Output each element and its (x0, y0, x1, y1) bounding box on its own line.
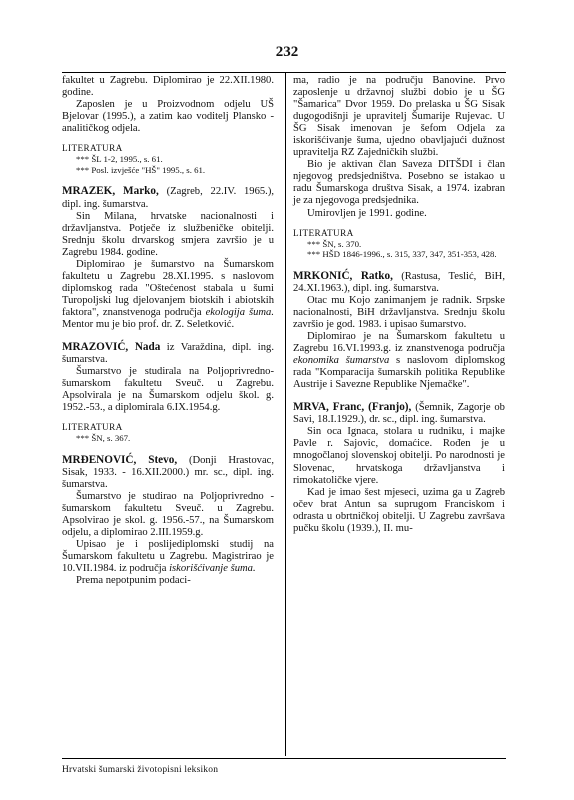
entry-paragraph: Sin oca Ignaca, stolara u rudniku, i majke Pavle r. Sajovic, domaćice. Rođen je u mnogočlanoj slovenskoj obitelji. Po narodnosti je Slovenac, hrvatskoga državljanstva i rimokatoličke vjere. (293, 426, 505, 486)
literature-item: *** ŠL 1-2, 1995., s. 61. (76, 154, 163, 165)
entry-paragraph: Šumarstvo je studirao na Poljoprivredno - šumarskom fakultetu Sveuč. u Zagrebu. Apsolvirao je skol. g. 1956.-57., na Šumarskom odjelu, a diplomirao 2.III.1959.g. (62, 491, 274, 539)
entry-name: MRĐENOVIĆ, Stevo, (62, 453, 178, 466)
entry-paragraph: Kad je imao šest mjeseci, uzima ga u Zagreb očev brat Antun sa suprugom Franciskom i odrasta u obrtničkoj obitelji. U Zagrebu završava pučku školu (1939.), II. mu- (293, 486, 505, 534)
intro-paragraph-2: Zaposlen je u Proizvodnom odjelu UŠ Bjelovar (1995.), a zatim kao voditelj Plansko - analitičkog odjela. (62, 99, 274, 135)
entry-paragraph (62, 259, 274, 331)
literature-heading: LITERATURA (62, 143, 123, 154)
literature-item: *** ŠN, s. 370. (307, 238, 362, 249)
left-column (62, 75, 274, 587)
literature-item: *** ŠN, s. 367. (76, 433, 131, 444)
entry-name: MRAZEK, Marko, (62, 185, 159, 198)
literature-item: *** Posl. izvješće "HŠ" 1995., s. 61. (76, 164, 206, 175)
entry-heading-mrazek (62, 185, 274, 210)
entry-name: MRVA, Franc, (Franjo), (293, 401, 412, 414)
intro-paragraph-1: fakultet u Zagrebu. Diplomirao je 22.XII.1980. godine. (62, 75, 274, 99)
entry-head-rest: (Donji Hrastovac, Sisak, 1933. - 16.XII.2000.) mr. sc., dipl. ing. šumarstva. (62, 454, 274, 491)
entry-heading-mrkonic (293, 270, 505, 295)
entry-name: MRKONIĆ, Ratko, (293, 269, 393, 282)
entry-heading-mrazovic (62, 341, 274, 366)
continued-paragraph: Umirovljen je 1991. godine. (307, 207, 427, 219)
right-column (293, 75, 505, 535)
paragraph-text: Diplomirao je na Šumarskom fakultetu u Zagrebu 16.VI.1993.g. iz znanstvenoga područja (293, 331, 505, 355)
entry-paragraph: Šumarstvo je studirala na Poljoprivredno-šumarskom fakultetu Sveuč. u Zagrebu. Apsolvirala je na Šumarskom odjelu škol. g. 1952.-53., a diplomirala 6.IX.1954.g. (62, 366, 274, 414)
bottom-rule (62, 758, 506, 759)
literature-heading: LITERATURA (62, 422, 123, 433)
entry-paragraph: Prema nepotpunim podaci- (76, 575, 191, 587)
paragraph-text: Mentor mu je bio prof. dr. Z. Seletković. (62, 318, 235, 330)
entry-heading-mrva (293, 401, 505, 426)
entry-paragraph: Sin Milana, hrvatske nacionalnosti i državljanstva. Potječe iz službeničke obitelji. Srednju školu drvarskog smjera završio je u Zagrebu 1984. godine. (62, 210, 274, 258)
column-divider (285, 73, 286, 756)
page-number: 232 (275, 44, 299, 60)
entry-paragraph (293, 331, 505, 391)
top-rule (62, 72, 506, 73)
entry-name: MRAZOVIĆ, Nada (62, 341, 161, 354)
paragraph-text: Diplomirao je šumarstvo na Šumarskom fakultetu u Zagrebu 28.XI.1995. s naslovom diplomskog rada "Oštećenost stabala u šumi Turopoljski lug djelovanjem biotskih i abiotskih faktora", znanstvenoga područja (62, 258, 274, 318)
entry-heading-mrdenovic (62, 454, 274, 491)
footer-title: Hrvatski šumarski životopisni leksikon (62, 765, 219, 775)
entry-head-rest: iz Varaždina, dipl. ing. šumarstva. (62, 342, 274, 366)
entry-head-rest: (Zagreb, 22.IV. 1965.), dipl. ing. šumarstva. (62, 186, 275, 210)
entry-paragraph: Otac mu Kojo zanimanjem je radnik. Srpske nacionalnosti, BiH državljanstva. Srednju školu završio je god. 1983. i upisao šumarstvo. (293, 294, 505, 330)
paragraph-text: Upisao je i poslijediplomski studij na Šumarskom fakultetu u Zagrebu. Magistrirao je 10.VII.1984. iz područja (62, 539, 274, 575)
entry-head-rest: (Rastusa, Teslić, BiH, 24.XI.1963.), dipl. ing. šumarstva. (293, 270, 505, 294)
continued-paragraph: Bio je aktivan član Saveza DITŠDI i član njegovog predsjedništva. Posebno se istakao u radu Šumarskoga društva Sisak, a 1974. izabran je za njegovoga predsjednika. (293, 159, 505, 207)
continued-paragraph: ma, radio je na području Banovine. Prvo zaposlenje u državnoj službi dobio je u ŠG "Šamarica" Dvor 1959. Do prelaska u ŠG Sisak dugogodišnji je upravitelj Šumarije Rujevac. U ŠG Sisak imenovan je šefom Odjela za iskorišćivanje šuma, ujedno obavljajući dužnost upravitelja RZ Zajedničkih službi. (293, 75, 505, 159)
entry-head-rest: (Šemnik, Zagorje ob Savi, 18.I.1929.), dr. sc., dipl. ing. šumarstva. (293, 402, 505, 426)
italic-field: iskorišćivanje šuma. (169, 563, 256, 575)
italic-field: ekonomika šumarstva (293, 355, 390, 367)
italic-field: ekologija šuma. (205, 306, 274, 318)
paragraph-text: s naslovom diplomskog rada "Komparacija šumarskih politika Republike Austrije i Savezne Republike Njemačke". (293, 355, 505, 391)
literature-heading: LITERATURA (293, 227, 354, 238)
literature-item: *** HŠD 1846-1996., s. 315, 337, 347, 351-353, 428. (307, 249, 497, 260)
entry-paragraph (62, 539, 274, 575)
